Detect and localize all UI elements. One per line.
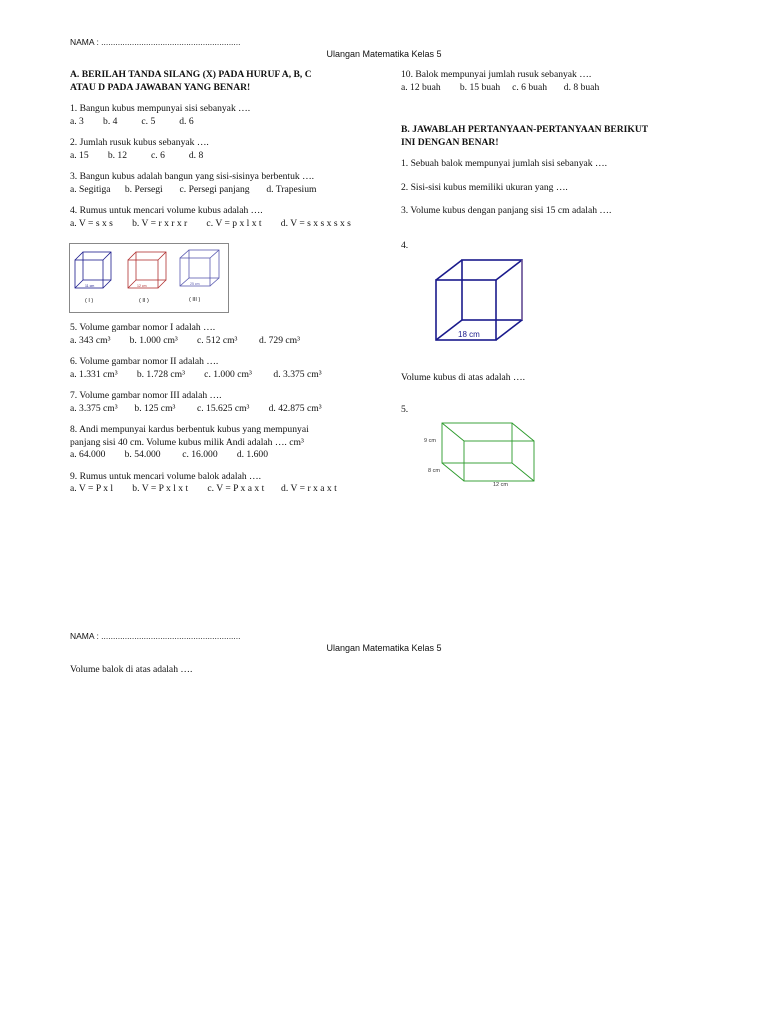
question-a4: 4. Rumus untuk mencari volume kubus adalah …. [70,205,263,216]
name-label: NAMA : ........................................................... [70,37,241,47]
cube-b4-edge-label: 18 cm [458,330,480,339]
question-a1-options: a. 3 b. 4 c. 5 d. 6 [70,115,194,127]
question-a10: 10. Balok mempunyai jumlah rusuk sebanyak …. [401,69,592,80]
question-a5: 5. Volume gambar nomor I adalah …. [70,322,216,333]
right-column [401,69,731,218]
cube-ii [128,252,166,288]
question-a5-options: a. 343 cm³ b. 1.000 cm³ c. 512 cm³ d. 729 cm³ [70,334,300,346]
question-a9-options: a. V = P x l b. V = P x l x t c. V = P x a x t d. V = r x a x t [70,483,337,494]
page2-question-text: Volume balok di atas adalah …. [70,664,193,675]
page2-name-label: NAMA : ........................................................... [70,631,241,641]
section-b-heading-line2: INI DENGAN BENAR! [401,136,499,148]
question-a2-options: a. 15 b. 12 c. 6 d. 8 [70,149,204,161]
question-b4-text: Volume kubus di atas adalah …. [401,372,525,383]
cube-iii [180,250,219,286]
left-column-lower [70,322,390,496]
question-a8-line1: 8. Andi mempunyai kardus berbentuk kubus yang mempunyai [70,424,309,435]
cube-iii-label: ( III ) [189,297,201,303]
section-b-heading-line1: B. JAWABLAH PERTANYAAN-PERTANYAAN BERIKUT [401,124,649,135]
cube-ii-label: ( II ) [139,298,149,304]
question-a7-options: a. 3.375 cm³ b. 125 cm³ c. 15.625 cm³ d. 42.875 cm³ [70,402,322,414]
question-a2: 2. Jumlah rusuk kubus sebanyak …. [70,137,209,148]
page2-title: Ulangan Matematika Kelas 5 [326,643,442,653]
three-cubes-figure [69,243,229,313]
section-a-heading-line2: ATAU D PADA JAWABAN YANG BENAR! [70,81,251,93]
box-b5-figure [420,420,540,490]
question-a3-options: a. Segitiga b. Persegi c. Persegi panjang d. Trapesium [70,183,317,195]
page-title: Ulangan Matematika Kelas 5 [326,49,442,59]
question-b5-number: 5. [401,404,409,415]
cube-ii-size-label: 12 cm [137,284,147,288]
cube-i-size-label: 11 cm [85,284,95,288]
cube-i [75,252,111,288]
question-a8-line2: panjang sisi 40 cm. Volume kubus milik Andi adalah …. cm³ [70,436,304,448]
box-b5-length-label: 12 cm [493,482,508,488]
question-b3: 3. Volume kubus dengan panjang sisi 15 cm adalah …. [401,205,612,216]
box-b5-width-label: 8 cm [428,468,440,474]
question-a4-options: a. V = s x s b. V = r x r x r c. V = p x l x t d. V = s x s x s x s [70,217,351,229]
question-a8-options: a. 64.000 b. 54.000 c. 16.000 d. 1.600 [70,449,268,460]
question-a10-options: a. 12 buah b. 15 buah c. 6 buah d. 8 buah [401,81,600,93]
section-a-heading-line1: A. BERILAH TANDA SILANG (X) PADA HURUF A, B, C [70,69,312,80]
question-b1: 1. Sebuah balok mempunyai jumlah sisi sebanyak …. [401,158,607,169]
question-a6: 6. Volume gambar nomor II adalah …. [70,356,219,367]
question-a9: 9. Rumus untuk mencari volume balok adalah …. [70,470,262,482]
question-a6-options: a. 1.331 cm³ b. 1.728 cm³ c. 1.000 cm³ d. 3.375 cm³ [70,368,322,380]
cube-iii-size-label: 25 cm [190,282,200,286]
question-a7: 7. Volume gambar nomor III adalah …. [70,390,222,401]
left-column [70,69,390,230]
question-a3: 3. Bangun kubus adalah bangun yang sisi-sisinya berbentuk …. [70,171,315,182]
box-b5-height-label: 9 cm [424,438,436,444]
cube-i-label: ( I ) [85,298,94,304]
question-b4-number: 4. [401,240,409,251]
question-b2: 2. Sisi-sisi kubus memiliki ukuran yang …. [401,181,568,193]
question-a1: 1. Bangun kubus mempunyai sisi sebanyak …. [70,103,251,114]
cube-b4-figure [430,254,530,344]
